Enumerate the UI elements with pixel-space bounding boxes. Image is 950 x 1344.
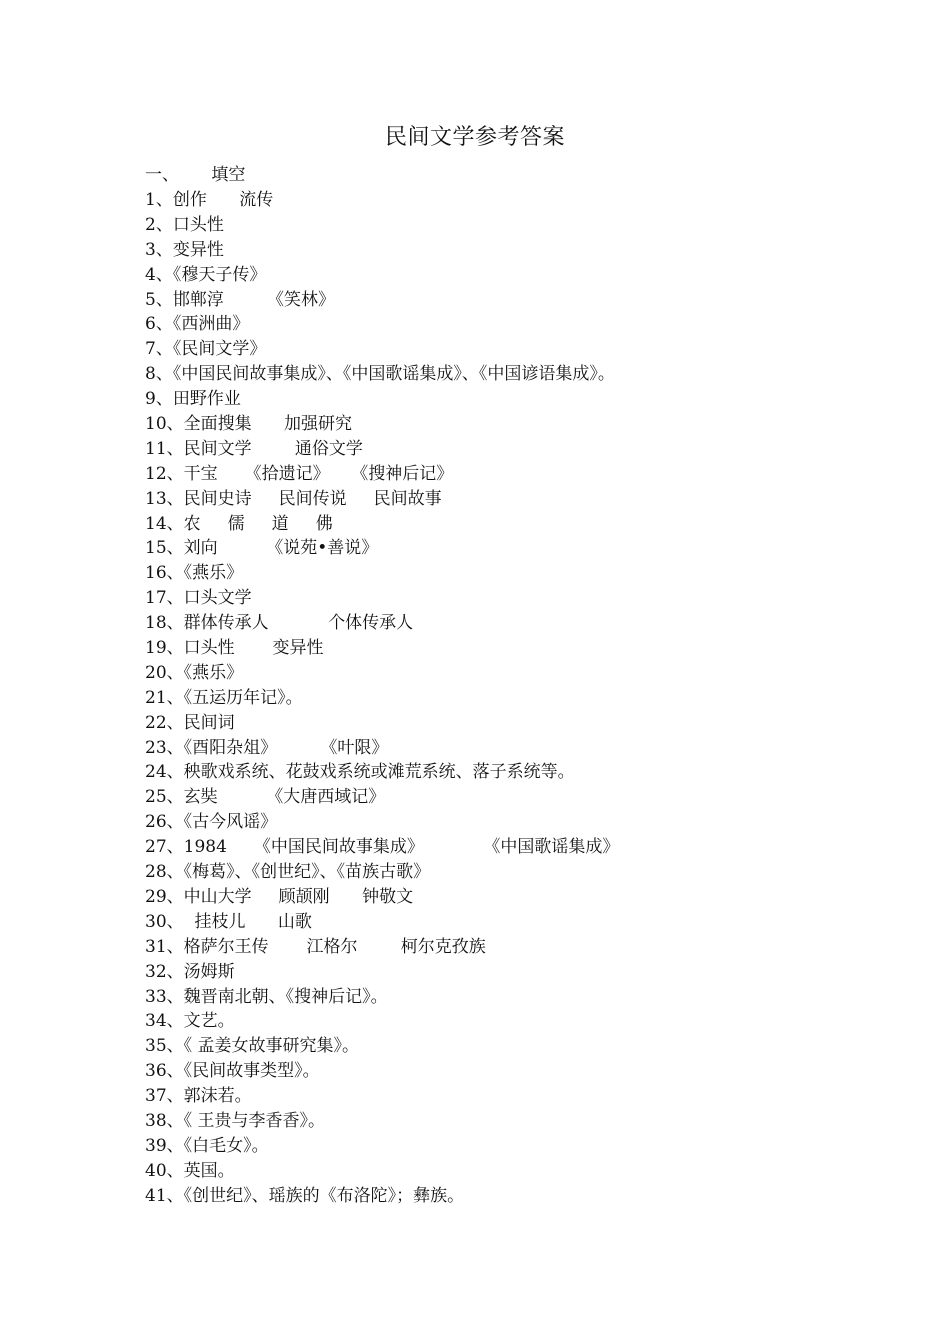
answer-item: 19、口头性 变异性 (145, 638, 324, 659)
answer-item: 3、变异性 (145, 239, 224, 260)
answer-item: 9、田野作业 (145, 389, 241, 410)
answer-item: 24、秧歌戏系统、花鼓戏系统或滩荒系统、落子系统等。 (145, 762, 575, 783)
section-heading: 一、 填空 (145, 165, 246, 185)
answer-item: 16、《燕乐》 (145, 563, 244, 584)
answer-item: 5、邯郸淳 《笑林》 (145, 289, 336, 310)
answer-item: 36、《民间故事类型》。 (145, 1061, 320, 1082)
answer-item: 34、文艺。 (145, 1011, 235, 1032)
answer-item: 41、《创世纪》、瑶族的《布洛陀》；彝族。 (145, 1185, 465, 1206)
answer-item: 14、农 儒 道 佛 (145, 513, 333, 534)
answer-item: 12、干宝 《拾遗记》 《搜神后记》 (145, 463, 454, 484)
answer-item: 26、《古今风谣》 (145, 812, 278, 833)
answer-item: 38、《 王贵与李香香》。 (145, 1110, 326, 1131)
answer-item: 27、1984 《中国民间故事集成》 《中国歌谣集成》 (145, 837, 620, 858)
answer-item: 4、《穆天子传》 (145, 264, 267, 285)
document-title: 民间文学参考答案 (384, 125, 565, 150)
answer-item: 37、郭沫若。 (145, 1086, 252, 1107)
answer-item: 32、汤姆斯 (145, 961, 235, 982)
answer-item: 21、《五运历年记》。 (145, 687, 303, 708)
answer-item: 30、 挂枝儿 山歌 (145, 911, 312, 932)
answer-item: 39、《白毛女》。 (145, 1135, 269, 1156)
answer-item: 10、全面搜集 加强研究 (145, 414, 353, 435)
answer-item: 29、中山大学 顾颉刚 钟敬文 (145, 886, 414, 907)
answer-item: 28、《梅葛》、《创世纪》、《苗族古歌》 (145, 862, 431, 883)
answer-item: 23、《酉阳杂俎》 《叶限》 (145, 737, 389, 758)
answer-item: 13、民间史诗 民间传说 民间故事 (145, 488, 442, 509)
answer-item: 35、《 孟姜女故事研究集》。 (145, 1036, 360, 1057)
answer-item: 31、格萨尔王传 江格尔 柯尔克孜族 (145, 936, 486, 957)
answer-item: 1、创作 流传 (145, 190, 274, 210)
answer-item: 8、《中国民间故事集成》、《中国歌谣集成》、《中国谚语集成》。 (145, 364, 615, 385)
answer-item: 7、《民间文学》 (145, 339, 267, 360)
answer-item: 33、魏晋南北朝、《搜神后记》。 (145, 986, 388, 1007)
answer-item: 17、口头文学 (145, 588, 252, 609)
answer-item: 20、《燕乐》 (145, 662, 244, 683)
answer-list (145, 188, 619, 1209)
answer-item: 25、玄奘 《大唐西域记》 (145, 787, 386, 808)
answer-item: 18、群体传承人 个体传承人 (145, 613, 414, 634)
answer-item: 40、英国。 (145, 1160, 235, 1181)
answer-item: 2、口头性 (145, 214, 224, 235)
answer-item: 6、《西洲曲》 (145, 314, 250, 335)
answer-item: 22、民间词 (145, 712, 235, 733)
answer-item: 15、刘向 《说苑•善说》 (145, 538, 379, 559)
answer-item: 11、民间文学 通俗文学 (145, 438, 363, 459)
